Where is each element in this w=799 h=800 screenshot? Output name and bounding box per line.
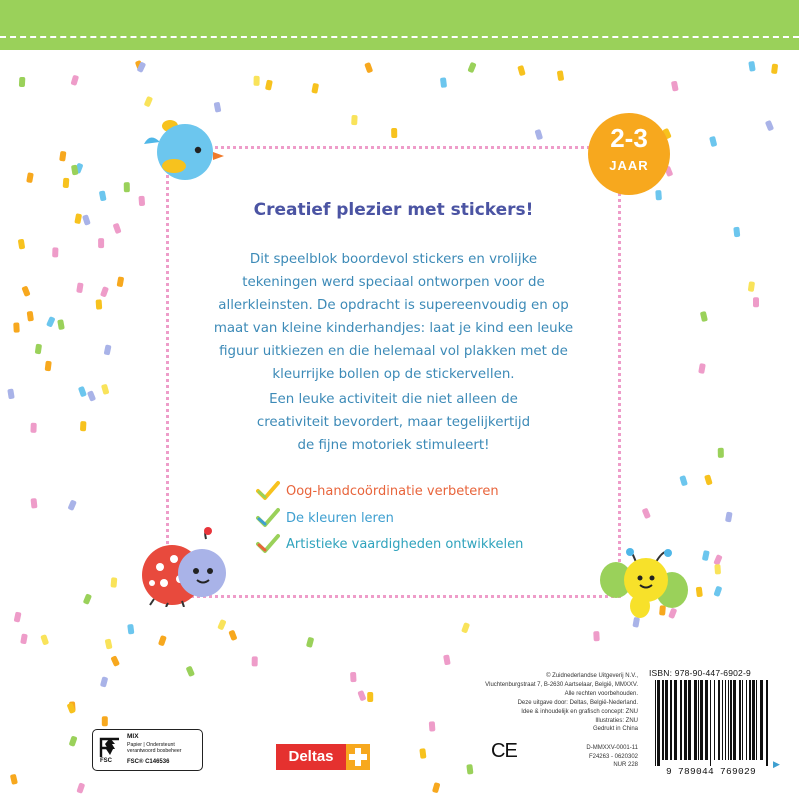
fsc-logo [92,729,203,771]
second-line: de fijne motoriek stimuleert! [297,438,490,453]
confetti-dot [110,655,120,667]
confetti-dot [98,238,104,248]
confetti-dot [461,622,470,633]
confetti-dot [46,316,56,328]
confetti-dot [45,361,52,372]
bullet-item [256,533,523,555]
confetti-dot [306,637,314,648]
intro-line: tekeningen werd speciaal ontworpen voor de [242,275,545,290]
confetti-dot [30,498,37,509]
fsc-paper [127,742,182,754]
confetti-dot [748,61,755,72]
age-range: 2-3 [610,123,648,153]
barcode-bar [655,680,656,766]
confetti-dot [391,128,397,138]
confetti-dot [696,587,703,598]
confetti-dot [713,554,722,566]
barcode-digits: 9 789044 769029 [665,766,756,777]
confetti-dot [748,281,755,292]
confetti-dot [702,550,710,561]
fsc-code: FSC® C146536 [127,759,170,765]
age-badge [588,113,670,195]
confetti-dot [709,136,717,147]
confetti-dot [80,421,87,431]
confetti-dot [753,297,759,307]
intro-line: maat van kleine kinderhandjes: laat je kind een leuke [213,321,574,336]
confetti-dot [557,70,564,81]
ce-mark: CE [491,740,517,762]
arrow-mark-icon: ▶ [773,760,780,770]
barcode-bar [680,680,682,760]
confetti-dot [138,196,145,206]
confetti-dot [70,75,79,86]
confetti-dot [78,386,87,397]
barcode-bar [722,680,723,760]
confetti-dot [534,129,543,140]
confetti-dot [35,344,42,355]
barcode-bar [674,680,677,760]
barcode-bar [752,680,755,760]
confetti-dot [718,448,724,458]
confetti-dot [144,96,153,108]
barcode-bar [698,680,699,760]
confetti-dot [10,774,18,785]
confetti-dot [26,172,34,183]
barcode-bar [760,680,763,760]
confetti-dot [21,285,30,297]
confetti-dot [69,735,78,746]
confetti-dot [127,624,134,635]
confetti-dot [117,276,125,287]
barcode-bar [694,680,697,760]
barcode-bar [742,680,743,760]
confetti-dot [30,423,36,433]
intro-line: figuur uitkiezen en die helemaal vol plakken met de [219,344,568,359]
confetti-dot [20,633,28,644]
isbn-label: ISBN: 978-90-447-6902-9 [649,668,751,678]
fsc-paper-line: verantwoord bosbeheer [127,748,182,754]
confetti-dot [432,782,441,793]
barcode-bar [749,680,751,760]
confetti-dot [771,63,778,74]
confetti-dot [765,120,774,132]
product-codes [560,744,638,770]
bullet-item [256,507,394,529]
confetti-dot [252,656,258,666]
publisher-line: Alle rechten voorbehouden. [564,690,638,697]
confetti-dot [76,282,83,293]
age-unit: JAAR [609,158,649,173]
brand-name: Deltas [276,744,346,770]
confetti-dot [217,619,226,631]
confetti-dot [124,182,130,192]
butterfly-icon [600,548,690,624]
confetti-dot [59,151,66,162]
confetti-dot [76,782,85,793]
confetti-dot [18,239,25,250]
confetti-dot [367,692,373,702]
confetti-dot [52,247,58,257]
intro-line: kleurrijke bollen op de stickervellen. [272,367,515,382]
confetti-dot [700,311,708,322]
confetti-dot [14,612,22,623]
confetti-dot [642,508,651,520]
confetti-dot [655,190,662,200]
confetti-dot [671,81,679,92]
barcode-bar [739,680,741,760]
barcode-bar [718,680,720,760]
confetti-dot [311,83,319,94]
barcode-bar [714,680,715,760]
confetti-dot [83,593,92,605]
confetti-dot [725,512,733,523]
confetti-dot [714,564,721,574]
confetti-dot [517,65,526,76]
confetti-dot [67,499,76,511]
barcode-bar [725,680,726,760]
confetti-dot [357,690,366,701]
confetti-dot [113,223,122,234]
confetti-dot [96,299,103,309]
intro-line: allerkleinsten. De opdracht is supereenvoudig en op [218,298,569,313]
publisher-line: Gedrukt in China [592,726,638,733]
publisher-line: Vluchtenburgstraat 7, B-2630 Aartselaar, België, MMXXV. [485,681,638,688]
second-line: creativiteit bevordert, maar tegelijkertijd [256,415,531,430]
confetti-dot [214,102,222,113]
fsc-paper-line: Papier | Ondersteunt [127,742,175,748]
confetti-dot [351,115,358,125]
barcode-bar [705,680,708,760]
barcode-bar [700,680,703,760]
confetti-dot [440,77,447,88]
confetti-dot [101,384,110,395]
second-paragraph [170,388,617,457]
confetti-dot [466,764,473,775]
intro-line: Dit speelblok boordevol stickers en vrolijke [249,252,538,267]
confetti-dot [679,475,688,486]
second-line: Een leuke activiteit die niet alleen de [269,392,518,407]
barcode-bar [733,680,736,760]
code-line: NUR 228 [613,762,638,769]
barcode-bar [746,680,747,760]
bullet-item [256,480,499,502]
plus-icon [346,744,370,770]
confetti-dot [99,190,107,201]
confetti-dot [254,76,260,86]
confetti-dot [704,474,713,485]
confetti-dot [19,77,26,87]
confetti-dot [100,286,109,297]
confetti-dot [102,716,108,726]
confetti-dot [443,654,451,665]
publisher-line: © Zuidnederlandse Uitgeverij N.V., [546,673,638,679]
confetti-dot [110,577,117,587]
deltas-logo [276,744,370,770]
confetti-dot [13,322,20,332]
confetti-dot [733,227,740,238]
barcode-bar [688,680,691,760]
check-icon [256,507,280,529]
confetti-dot [63,178,70,188]
bullet-label: Oog-handcoördinatie verbeteren [286,483,499,499]
confetti-dot [350,672,357,682]
fsc-mix: MIX [127,733,139,740]
barcode-bar [684,680,687,760]
confetti-dot [82,214,91,225]
confetti-dot [364,62,373,73]
bullet-label: De kleuren leren [286,510,394,526]
code-line: D-MMXXV-0001-11 [586,745,638,751]
check-icon [256,480,280,502]
confetti-dot [429,721,436,731]
barcode-bar [662,680,664,760]
publisher-info [478,672,638,734]
publisher-line: Idee & inhoudelijk en grafisch concept: ZNU [521,708,638,715]
confetti-dot [40,634,49,645]
confetti-dot [27,311,34,322]
confetti-dot [74,213,82,224]
confetti-dot [698,363,706,374]
barcode-icon [649,680,773,768]
intro-paragraph [170,248,617,386]
confetti-dot [57,319,65,330]
bullet-label: Artistieke vaardigheden ontwikkelen [286,536,524,552]
check-icon [256,533,280,555]
confetti-dot [158,635,167,646]
confetti-dot [713,586,722,597]
confetti-dot [593,631,600,641]
barcode-bar [665,680,668,760]
bird-icon [140,114,230,184]
ladybug-icon [134,527,230,607]
barcode-bar [710,680,711,766]
confetti-dot [186,666,195,678]
confetti-dot [265,80,273,91]
fsc-label: FSC [100,758,112,764]
confetti-dot [100,676,108,687]
publisher-line: Deze uitgave door: Deltas, België-Nederland. [517,699,638,706]
barcode-bar [670,680,672,760]
barcode-bar [728,680,729,760]
code-line: F24263 - 0620302 [588,753,638,760]
confetti-dot [105,638,113,649]
confetti-dot [228,630,237,641]
confetti-dot [104,344,112,355]
barcode-bar [730,680,732,760]
publisher-line: Illustraties: ZNU [595,717,638,724]
page-title: Creatief plezier met stickers! [253,200,534,220]
confetti-dot [7,388,14,399]
barcode-bar [766,680,768,766]
confetti-dot [467,62,476,74]
confetti-dot [419,748,426,759]
confetti-dot [87,390,96,402]
barcode-bar [657,680,660,766]
barcode-bar [756,680,757,760]
